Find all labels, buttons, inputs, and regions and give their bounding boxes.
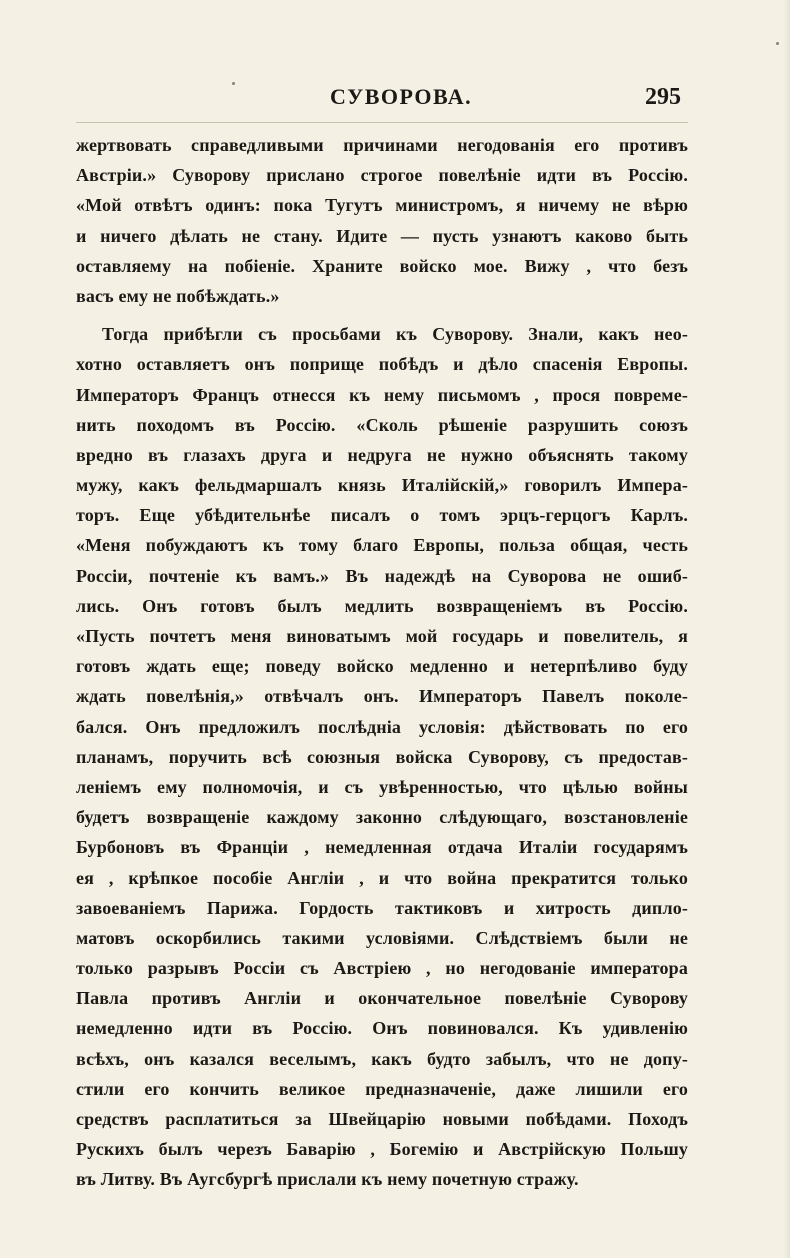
text-line: и ничего дѣлать не стану. Идите — пусть узнаютъ каково быть xyxy=(76,225,688,246)
text-line: планамъ, поручить всѣ союзныя войска Суворову, съ предостав- xyxy=(76,746,688,767)
text-line: ея , крѣпкое пособіе Англіи , и что война прекратится только xyxy=(76,867,688,888)
text-line: лись. Онъ готовъ былъ медлить возвращеніемъ въ Россію. xyxy=(76,595,688,616)
text-line: только разрывъ Россіи съ Австріею , но негодованіе императора xyxy=(76,958,688,979)
text-line: всѣхъ, онъ казался веселымъ, какъ будто забылъ, что не допу- xyxy=(76,1048,688,1069)
text-line: матовъ оскорбились такими условіями. Слѣдствіемъ были не xyxy=(76,927,688,948)
text-line: «Пусть почтетъ меня виноватымъ мой государь и повелитель, я xyxy=(76,626,688,646)
page-edge-shadow xyxy=(784,0,790,1258)
text-line: будетъ возвращеніе каждому законно слѣдующаго, возстановленіе xyxy=(76,807,688,828)
text-line: Императоръ Францъ отнесся къ нему письмомъ , прося повреме- xyxy=(76,384,688,405)
header-divider xyxy=(76,122,688,123)
running-header-title: СУВОРОВА. xyxy=(330,84,473,109)
text-line: средствъ расплатиться за Швейцарію новыми побѣдами. Походъ xyxy=(76,1109,688,1129)
text-line: немедленно идти въ Россію. Онъ повиновался. Къ удивленію xyxy=(76,1018,688,1039)
text-line: «Мой отвѣтъ одинъ: пока Тугутъ министромъ, я ничему не вѣрю xyxy=(76,195,688,216)
text-line: хотно оставляетъ онъ поприще побѣдъ и дѣло спасенія Европы. xyxy=(76,354,688,375)
text-line: Павла противъ Англіи и окончательное повелѣніе Суворову xyxy=(76,988,688,1009)
paragraph-gap xyxy=(76,311,688,319)
paragraph xyxy=(76,130,688,311)
text-line: оставляему на побіеніе. Храните войско мое. Вижу , что безъ xyxy=(76,255,688,276)
text-line: бался. Онъ предложилъ послѣдніа условія: дѣйствовать по его xyxy=(76,716,688,737)
text-line: васъ ему не побѣждать.» xyxy=(76,285,280,306)
text-line: завоеваніемъ Парижа. Гордость тактиковъ и хитрость дипло- xyxy=(76,897,688,918)
text-line: вредно въ глазахъ друга и недруга не нужно объяснять такому xyxy=(76,444,688,465)
text-line: нить походомъ въ Россію. «Сколь рѣшеніе разрушить союзъ xyxy=(76,414,688,435)
body-text xyxy=(76,130,688,1195)
text-line: «Меня побуждаютъ къ тому благо Европы, польза общая, честь xyxy=(76,535,688,556)
text-line: Рускихъ былъ черезъ Баварію , Богемію и Австрійскую Польшу xyxy=(76,1139,688,1160)
text-line: Тогда прибѣгли съ просьбами къ Суворову. Знали, какъ неo- xyxy=(102,324,688,345)
text-line: Бурбоновъ въ Франціи , немедленная отдача Италіи государямъ xyxy=(76,837,688,858)
text-line: мужу, какъ фельдмаршалъ князь Италійскій,» говорилъ Импера- xyxy=(76,475,688,496)
print-speck xyxy=(776,42,779,45)
text-line: стили его кончить великое предназначеніе, даже лишили его xyxy=(76,1078,688,1099)
text-line: готовъ ждать еще; поведу войско медленно и нетерпѣливо буду xyxy=(76,656,688,677)
text-line: ждать повелѣнія,» отвѣчалъ онъ. Императоръ Павелъ поколе- xyxy=(76,686,688,707)
paragraph xyxy=(76,319,688,1194)
text-line: торъ. Еще убѣдительнѣе писалъ о томъ эрцъ-герцогъ Карлъ. xyxy=(76,505,688,526)
text-line: Россіи, почтеніе къ вамъ.» Въ надеждѣ на Суворова не ошиб- xyxy=(76,565,688,586)
text-line: леніемъ ему полномочія, и съ увѣренностью, что цѣлью войны xyxy=(76,776,688,797)
page-number: 295 xyxy=(645,84,681,110)
text-line: жертвовать справедливыми причинами негодованія его противъ xyxy=(76,135,688,155)
text-line: въ Литву. Въ Аугсбургѣ прислали къ нему почетную стражу. xyxy=(76,1169,579,1190)
print-speck xyxy=(232,82,235,85)
text-line: Австріи.» Суворову прислано строгое повелѣніе идти въ Россію. xyxy=(76,165,688,186)
